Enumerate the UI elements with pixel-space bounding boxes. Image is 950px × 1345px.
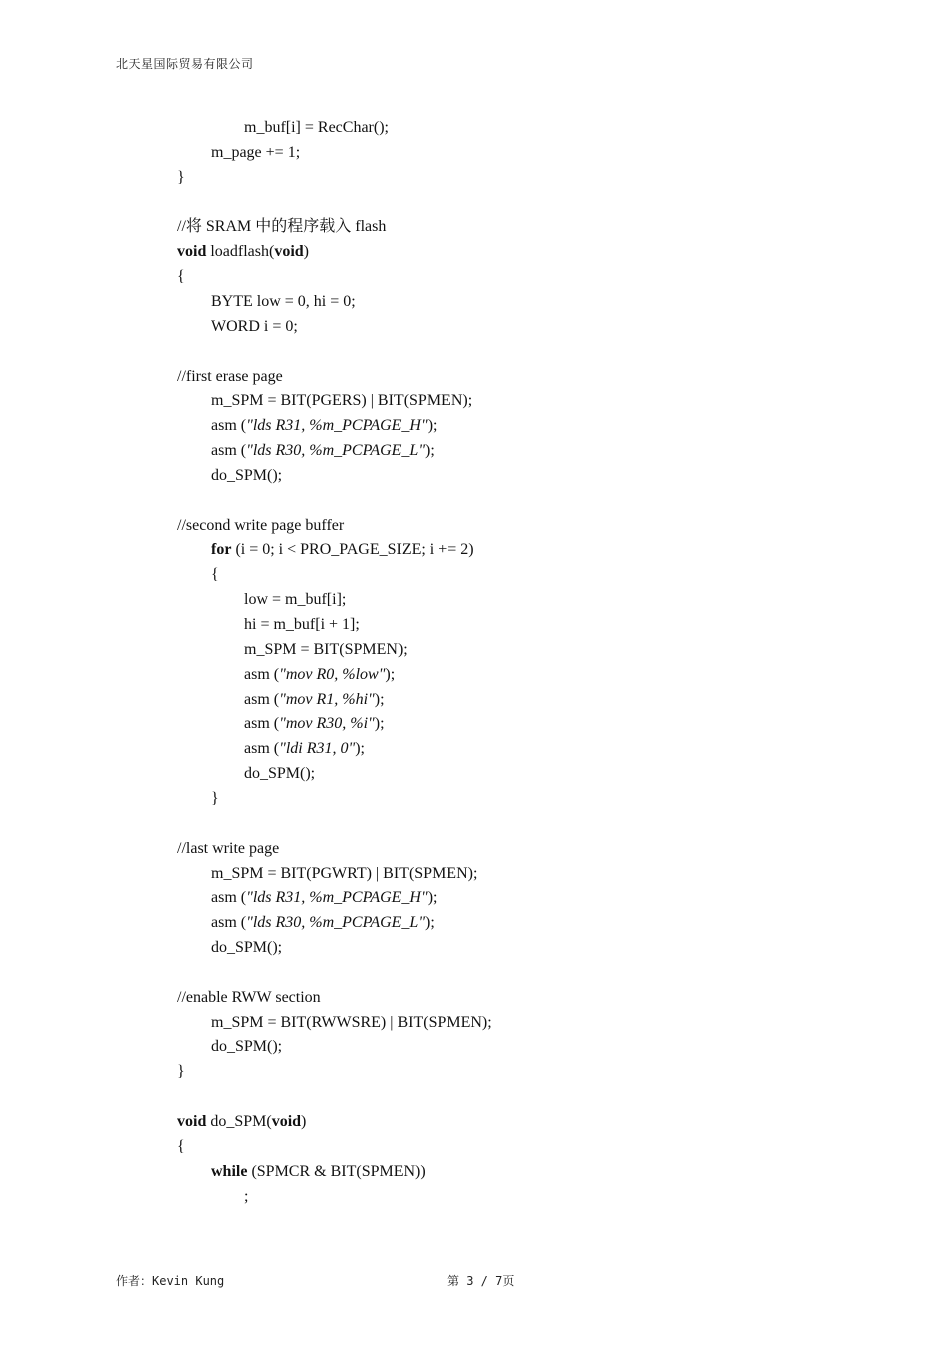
- code-text: {: [211, 566, 219, 584]
- code-string: "lds R30, %m_PCPAGE_L": [246, 914, 426, 932]
- code-text: asm (: [211, 914, 247, 932]
- code-text: );: [427, 889, 438, 907]
- code-line: [211, 910, 435, 935]
- code-line: [177, 513, 344, 538]
- code-text: asm (: [211, 417, 247, 435]
- code-text: asm (: [244, 665, 280, 683]
- code-string: "mov R0, %low": [279, 665, 386, 683]
- code-text: do_SPM(: [206, 1113, 272, 1130]
- code-line: [211, 314, 298, 339]
- code-keyword: for: [211, 541, 232, 559]
- code-keyword: void: [177, 1113, 207, 1130]
- code-line: [244, 1184, 248, 1209]
- code-keyword: void: [271, 1113, 302, 1130]
- code-line: [211, 463, 282, 488]
- code-text: asm (: [244, 715, 280, 733]
- code-text: );: [385, 665, 396, 683]
- code-line: [177, 985, 321, 1010]
- code-string: "lds R31, %m_PCPAGE_H": [246, 417, 428, 435]
- code-line: [211, 413, 437, 438]
- code-line: [211, 140, 300, 165]
- code-text: m_SPM = BIT(PGWRT) | BIT(SPMEN);: [211, 864, 478, 882]
- code-text: asm (: [211, 889, 247, 907]
- code-text: do_SPM();: [244, 765, 316, 783]
- code-text: asm (: [244, 690, 280, 708]
- code-text: //enable RWW section: [177, 988, 321, 1006]
- code-line: [211, 786, 219, 811]
- code-text: ): [301, 1113, 307, 1130]
- code-text: ;: [244, 1187, 249, 1205]
- code-text: );: [425, 914, 435, 932]
- code-keyword: while: [211, 1162, 248, 1180]
- code-text: }: [177, 1063, 185, 1081]
- footer-author: 作者：Kevin Kung: [116, 1274, 225, 1288]
- code-line: [244, 612, 360, 637]
- code-line: [211, 935, 282, 960]
- code-text: low = m_buf[i];: [244, 591, 347, 609]
- code-string: "mov R1, %hi": [279, 690, 375, 708]
- code-string: "lds R31, %m_PCPAGE_H": [246, 889, 428, 907]
- code-line: [211, 388, 472, 413]
- code-text: //last write page: [177, 839, 280, 857]
- code-line: [244, 687, 385, 712]
- code-line: [244, 587, 346, 612]
- code-text: );: [374, 690, 385, 708]
- code-text: asm (: [211, 442, 247, 460]
- code-text: loadflash(: [206, 243, 275, 261]
- code-line: [177, 264, 185, 289]
- code-keyword: void: [177, 243, 207, 261]
- code-text: );: [374, 715, 385, 733]
- code-line: [177, 364, 283, 389]
- code-line: [211, 1010, 492, 1035]
- code-line: [211, 1034, 282, 1059]
- code-line: [211, 562, 219, 587]
- code-line: [244, 711, 385, 736]
- code-line: [177, 1109, 306, 1134]
- code-line: [211, 438, 435, 463]
- code-text: do_SPM();: [211, 939, 283, 957]
- code-text: (i = 0; i < PRO_PAGE_SIZE; i += 2): [231, 541, 474, 559]
- code-line: [177, 239, 309, 264]
- code-line: [244, 761, 315, 786]
- code-text: do_SPM();: [211, 466, 283, 484]
- code-text: m_SPM = BIT(RWWSRE) | BIT(SPMEN);: [211, 1013, 492, 1031]
- code-line: [177, 1134, 185, 1159]
- code-text: );: [425, 442, 435, 460]
- code-text: hi = m_buf[i + 1];: [244, 616, 360, 633]
- code-line: [211, 289, 356, 314]
- code-text: asm (: [244, 740, 280, 758]
- code-line: [211, 885, 437, 910]
- code-line: [211, 861, 477, 886]
- code-text: }: [211, 789, 219, 807]
- code-text: //将 SRAM 中的程序载入 flash: [177, 218, 387, 236]
- code-string: "lds R30, %m_PCPAGE_L": [246, 442, 426, 460]
- code-text: }: [177, 168, 185, 186]
- code-text: ): [303, 243, 309, 261]
- code-text: (SPMCR & BIT(SPMEN)): [247, 1162, 426, 1180]
- code-keyword: void: [274, 243, 304, 261]
- code-line: [244, 115, 389, 140]
- code-line: [211, 537, 474, 562]
- code-line: [211, 1159, 426, 1184]
- code-text: );: [427, 417, 438, 435]
- code-string: "ldi R31, 0": [279, 740, 356, 758]
- code-text: {: [177, 268, 185, 286]
- code-text: {: [177, 1137, 185, 1155]
- code-line: [244, 637, 408, 662]
- code-text: BYTE low = 0, hi = 0;: [211, 292, 356, 310]
- code-line: [244, 736, 365, 761]
- code-text: m_SPM = BIT(SPMEN);: [244, 640, 408, 658]
- code-line: [177, 165, 185, 190]
- footer-page-number: 第 3 / 7页: [447, 1274, 515, 1288]
- page-header-company: 北天星国际贸易有限公司: [116, 57, 254, 71]
- code-text: m_buf[i] = RecChar();: [244, 119, 389, 136]
- code-text: do_SPM();: [211, 1038, 283, 1056]
- code-string: "mov R30, %i": [279, 715, 375, 733]
- code-text: WORD i = 0;: [211, 317, 298, 335]
- code-text: m_page += 1;: [211, 143, 301, 161]
- code-text: //second write page buffer: [177, 516, 345, 534]
- code-line: [177, 214, 386, 239]
- code-line: [177, 1059, 185, 1084]
- code-text: m_SPM = BIT(PGERS) | BIT(SPMEN);: [211, 392, 473, 410]
- code-line: [244, 662, 395, 687]
- code-text: );: [355, 740, 365, 758]
- code-line: [177, 836, 279, 861]
- code-text: //first erase page: [177, 367, 283, 385]
